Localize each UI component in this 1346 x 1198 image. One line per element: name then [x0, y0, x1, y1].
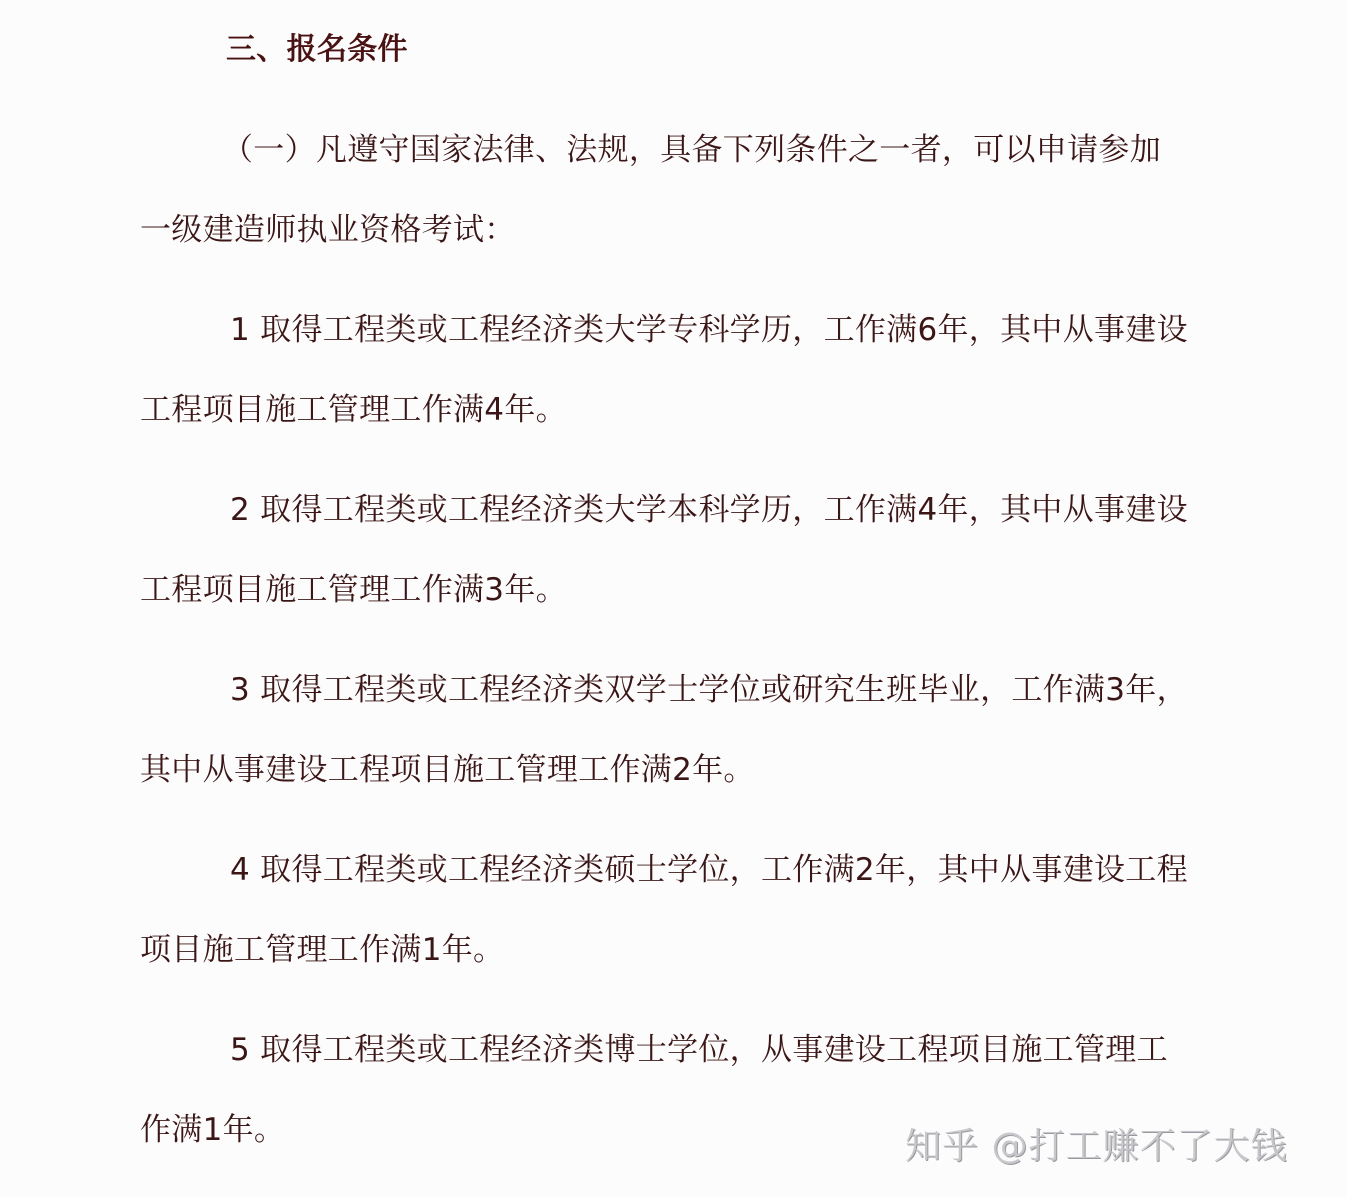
- paragraph-line: 5 取得工程类或工程经济类博士学位，从事建设工程项目施工管理工: [230, 1032, 1168, 1068]
- paragraph-line: 作满1年。: [140, 1112, 286, 1148]
- paragraph-line: 工程项目施工管理工作满4年。: [140, 392, 567, 428]
- paragraph-line: （一）凡遵守国家法律、法规，具备下列条件之一者，可以申请参加: [222, 132, 1161, 168]
- paragraph-line: 其中从事建设工程项目施工管理工作满2年。: [140, 752, 755, 788]
- paragraph-line: 3 取得工程类或工程经济类双学士学位或研究生班毕业，工作满3年，: [230, 672, 1188, 708]
- paragraph-line: 1 取得工程类或工程经济类大学专科学历，工作满6年，其中从事建设: [230, 312, 1188, 348]
- section-heading: 三、报名条件: [226, 32, 408, 67]
- watermark: 知乎 @打工赚不了大钱: [905, 1126, 1288, 1167]
- paragraph-line: 工程项目施工管理工作满3年。: [140, 572, 567, 608]
- paragraph-line: 4 取得工程类或工程经济类硕士学位，工作满2年，其中从事建设工程: [230, 852, 1188, 888]
- paragraph-line: 2 取得工程类或工程经济类大学本科学历，工作满4年，其中从事建设: [230, 492, 1188, 528]
- paragraph-line: 一级建造师执业资格考试：: [140, 212, 516, 248]
- paragraph-line: 项目施工管理工作满1年。: [140, 932, 505, 968]
